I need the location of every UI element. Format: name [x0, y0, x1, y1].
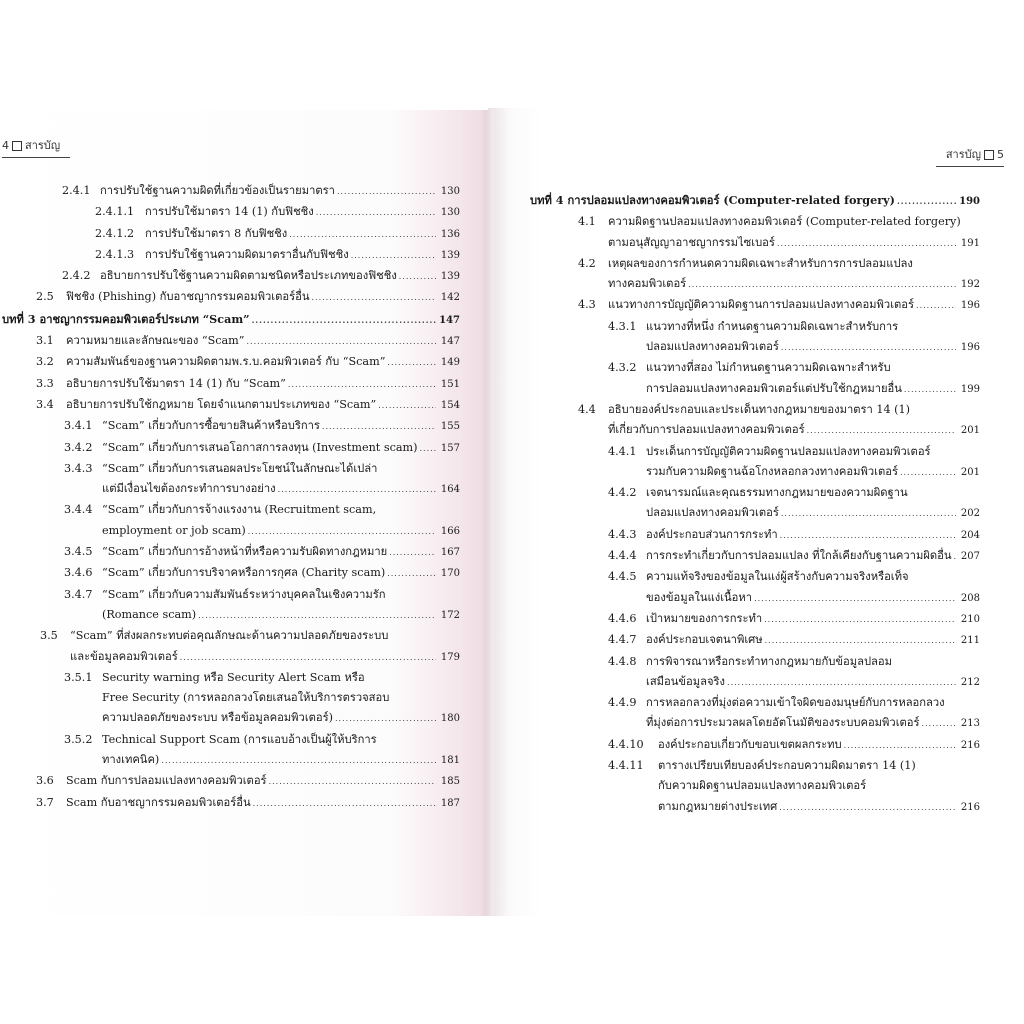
toc-entry	[0, 266, 460, 287]
toc-entry	[0, 202, 460, 223]
entry-title: การปลอมแปลงทางคอมพิวเตอร์ (Computer-related forgery)	[567, 193, 895, 207]
entry-title: “Scam” เกี่ยวกับการเสนอโอกาสการลงทุน (Investment scam)	[102, 440, 418, 454]
toc-entry	[530, 212, 980, 254]
square-bullet-icon	[984, 150, 994, 160]
entry-number: 4.4.9	[608, 696, 637, 710]
entry-title-continued: กับความผิดฐานปลอมแปลงทางคอมพิวเตอร์	[658, 779, 867, 793]
entry-title: Security warning หรือ Security Alert Scam หรือ	[102, 670, 365, 684]
entry-page-number: 166	[440, 525, 460, 537]
dot-leader	[351, 246, 436, 266]
right-page-number: 5	[997, 148, 1004, 161]
toc-entry	[530, 630, 980, 651]
entry-page-number: 167	[440, 547, 460, 559]
toc-entry	[530, 693, 980, 735]
dot-leader	[311, 288, 436, 308]
dot-leader	[198, 606, 436, 626]
entry-number: 3.4.2	[64, 440, 93, 454]
dot-leader	[269, 772, 436, 792]
entry-title: Technical Support Scam (การแอบอ้างเป็นผู้ให้บริการ	[102, 732, 377, 746]
entry-page-number: 147	[439, 314, 460, 326]
dot-leader	[252, 310, 436, 330]
entry-page-number: 192	[960, 279, 980, 291]
dot-leader	[904, 380, 956, 400]
entry-title-continued: ปลอมแปลงทางคอมพิวเตอร์	[646, 506, 779, 520]
toc-entry	[530, 483, 980, 525]
entry-title: แนวทางการบัญญัติความผิดฐานการปลอมแปลงทางคอมพิวเตอร์	[608, 298, 915, 312]
toc-entry	[530, 358, 980, 400]
entry-title: Scam กับการปลอมแปลงทางคอมพิวเตอร์	[66, 774, 267, 788]
toc-entry	[0, 793, 460, 814]
entry-title: “Scam” เกี่ยวกับการบริจาคหรือการกุศล (Charity scam)	[102, 566, 386, 580]
entry-title-continued: Free Security (การหลอกลวงโดยเสนอให้บริการตรวจสอบ	[102, 691, 390, 705]
entry-title: “Scam” ที่ส่งผลกระทบต่อคุณลักษณะด้านความปลอดภัยของระบบ	[70, 629, 389, 643]
entry-number: 4.1	[578, 215, 596, 229]
entry-page-number: 130	[440, 207, 460, 219]
dot-leader	[419, 439, 436, 459]
toc-entry	[0, 374, 460, 395]
entry-page-number: 216	[960, 801, 980, 813]
entry-page-number: 154	[440, 399, 460, 411]
toc-entry	[530, 756, 980, 818]
entry-page-number: 201	[960, 425, 980, 437]
toc-entry	[0, 395, 460, 416]
toc-entry	[530, 652, 980, 694]
dot-leader	[777, 234, 956, 254]
entry-title: “Scam” เกี่ยวกับการอ้างหน้าที่หรือความรับผิดทางกฎหมาย	[102, 545, 388, 559]
toc-entry	[530, 295, 980, 316]
entry-title: ความผิดฐานปลอมแปลงทางคอมพิวเตอร์ (Computer-related forgery)	[608, 215, 961, 229]
dot-leader	[916, 296, 956, 316]
entry-title-continued: การปลอมแปลงทางคอมพิวเตอร์แต่ปรับใช้กฎหมายอื่น	[646, 381, 902, 395]
entry-title: ความแท้จริงของข้อมูลในแง่ผู้สร้างกับความจริงหรือเท็จ	[646, 570, 909, 584]
entry-page-number: 210	[960, 613, 980, 625]
entry-page-number: 208	[960, 592, 980, 604]
entry-page-number: 191	[960, 237, 980, 249]
dot-leader	[922, 714, 956, 734]
entry-page-number: 204	[960, 529, 980, 541]
entry-page-number: 172	[440, 609, 460, 621]
dot-leader	[316, 203, 436, 223]
entry-page-number: 207	[960, 551, 980, 563]
dot-leader	[288, 375, 436, 395]
dot-leader	[688, 275, 956, 295]
entry-page-number: 190	[959, 196, 980, 207]
toc-entry	[0, 438, 460, 459]
toc-right	[530, 190, 980, 818]
toc-entry	[0, 352, 460, 373]
entry-number: 2.4.1.3	[95, 247, 135, 261]
entry-page-number: 199	[960, 383, 980, 395]
dot-leader	[387, 353, 436, 373]
entry-number: 3.5.1	[64, 670, 93, 684]
entry-title: “Scam” เกี่ยวกับการซื้อขายสินค้าหรือบริการ	[102, 419, 320, 433]
entry-number: 4.4.7	[608, 633, 637, 647]
toc-entry	[530, 609, 980, 630]
entry-title: องค์ประกอบส่วนการกระทำ	[646, 527, 778, 541]
toc-entry	[0, 224, 460, 245]
dot-leader	[389, 543, 436, 563]
dot-leader	[322, 417, 436, 437]
entry-title: “Scam” เกี่ยวกับการจ้างแรงงาน (Recruitment scam,	[102, 503, 377, 517]
entry-title: แนวทางที่สอง ไม่กำหนดฐานความผิดเฉพาะสำหรับ	[646, 361, 891, 375]
dot-leader	[844, 736, 956, 756]
entry-number: 3.4.7	[64, 587, 93, 601]
dot-leader	[765, 631, 956, 651]
toc-entry	[0, 730, 460, 772]
dot-leader	[337, 182, 436, 202]
entry-number: 2.4.2	[62, 269, 91, 283]
entry-title: ประเด็นการบัญญัติความผิดฐานปลอมแปลงทางคอมพิวเตอร์	[646, 444, 931, 458]
entry-page-number: 212	[960, 676, 980, 688]
entry-number: 3.7	[36, 795, 54, 809]
square-bullet-icon	[12, 141, 22, 151]
entry-title: ความสัมพันธ์ของฐานความผิดตามพ.ร.บ.คอมพิวเตอร์ กับ “Scam”	[66, 355, 386, 369]
entry-title-continued: แต่มีเงื่อนไขต้องกระทำการบางอย่าง	[102, 482, 276, 496]
dot-leader	[378, 396, 436, 416]
toc-entry	[0, 668, 460, 730]
toc-left	[0, 181, 460, 814]
entry-title-continued: employment or job scam)	[102, 523, 246, 537]
entry-page-number: 149	[440, 357, 460, 369]
dot-leader	[278, 480, 436, 500]
entry-number: 3.5.2	[64, 732, 93, 746]
dot-leader	[954, 547, 956, 567]
entry-number: 3.4	[36, 397, 54, 411]
entry-title: อธิบายองค์ประกอบและประเด็นทางกฎหมายของมาตรา 14 (1)	[608, 402, 911, 416]
entry-number: 4.3.1	[608, 319, 637, 333]
dot-leader	[180, 648, 436, 668]
entry-number: 3.4.6	[64, 566, 93, 580]
entry-title: ตารางเปรียบเทียบองค์ประกอบความผิดมาตรา 14 (1)	[658, 759, 916, 773]
entry-page-number: 157	[440, 442, 460, 454]
dot-leader	[253, 794, 436, 814]
entry-title-continued: เสมือนข้อมูลจริง	[646, 674, 726, 688]
toc-entry	[0, 459, 460, 501]
entry-number: 4.4.4	[608, 549, 637, 563]
entry-title: องค์ประกอบเกี่ยวกับขอบเขตผลกระทบ	[658, 737, 842, 751]
entry-title: การพิจารณาหรือกระทำทางกฎหมายกับข้อมูลปลอม	[646, 654, 893, 668]
entry-title: องค์ประกอบเจตนาพิเศษ	[646, 633, 763, 647]
entry-page-number: 170	[440, 568, 460, 580]
entry-title: ฟิชชิง (Phishing) กับอาชญากรรมคอมพิวเตอร์อื่น	[66, 290, 310, 304]
book-gutter	[478, 110, 494, 916]
entry-title: เหตุผลของการกำหนดความผิดเฉพาะสำหรับการการปลอมแปลง	[608, 256, 913, 270]
toc-entry	[530, 735, 980, 756]
dot-leader	[335, 709, 436, 729]
dot-leader	[387, 564, 436, 584]
entry-page-number: 216	[960, 739, 980, 751]
entry-number: 4.4	[578, 402, 596, 416]
entry-page-number: 142	[440, 292, 460, 304]
entry-page-number: 180	[440, 713, 460, 725]
entry-page-number: 164	[440, 484, 460, 496]
entry-number: 3.4.4	[64, 503, 93, 517]
entry-number: 4.4.5	[608, 570, 637, 584]
toc-entry	[530, 254, 980, 296]
entry-title: เป้าหมายของการกระทำ	[646, 611, 763, 625]
entry-title: “Scam” เกี่ยวกับความสัมพันธ์ระหว่างบุคคลในเชิงความรัก	[102, 587, 386, 601]
entry-page-number: 136	[440, 228, 460, 240]
toc-entry	[530, 567, 980, 609]
right-page-header	[936, 145, 1004, 167]
entry-page-number: 202	[960, 508, 980, 520]
entry-page-number: 155	[440, 421, 460, 433]
entry-title: การกระทำเกี่ยวกับการปลอมแปลง ที่ใกล้เคียงกับฐานความผิดอื่น	[646, 549, 952, 563]
toc-entry	[0, 181, 460, 202]
entry-page-number: 211	[960, 635, 980, 647]
dot-leader	[399, 267, 436, 287]
entry-title-continued: ตามกฎหมายต่างประเทศ	[658, 799, 778, 813]
entry-page-number: 185	[440, 776, 460, 788]
left-page-number: 4	[2, 139, 9, 152]
dot-leader	[900, 463, 956, 483]
dot-leader	[161, 751, 436, 771]
entry-title-continued: ความปลอดภัยของระบบ หรือข้อมูลคอมพิวเตอร์)	[102, 711, 334, 725]
dot-leader	[754, 589, 956, 609]
toc-entry	[0, 331, 460, 352]
entry-page-number: 201	[960, 466, 980, 478]
entry-number: 4.4.11	[608, 759, 644, 773]
dot-leader	[779, 798, 956, 818]
entry-page-number: 130	[440, 186, 460, 197]
dot-leader	[289, 225, 436, 245]
left-header-title: สารบัญ	[25, 139, 61, 152]
entry-number: 3.5	[40, 629, 58, 643]
toc-entry	[0, 626, 460, 668]
toc-entry	[530, 442, 980, 484]
toc-entry	[0, 416, 460, 437]
toc-entry	[0, 500, 460, 542]
toc-entry	[0, 563, 460, 584]
entry-number: 4.3.2	[608, 361, 637, 375]
entry-number: 3.4.3	[64, 461, 93, 475]
entry-number: 3.4.1	[64, 419, 93, 433]
toc-entry	[530, 525, 980, 546]
toc-entry	[0, 245, 460, 266]
entry-number: 2.4.1	[62, 184, 91, 197]
entry-title: ความหมายและลักษณะของ “Scam”	[66, 334, 245, 348]
toc-entry	[0, 542, 460, 563]
toc-entry	[530, 546, 980, 567]
entry-title-continued: ปลอมแปลงทางคอมพิวเตอร์	[646, 340, 779, 354]
entry-title: การปรับใช้ฐานความผิดมาตราอื่นกับฟิชชิง	[145, 247, 349, 261]
dot-leader	[781, 338, 956, 358]
toc-entry	[530, 190, 980, 212]
entry-title-continued: ตามอนุสัญญาอาชญากรรมไซเบอร์	[608, 235, 775, 249]
dot-leader	[807, 421, 956, 441]
entry-title-continued: ที่เกี่ยวกับการปลอมแปลงทางคอมพิวเตอร์	[608, 423, 805, 437]
dot-leader	[781, 504, 956, 524]
entry-title-continued: และข้อมูลคอมพิวเตอร์	[70, 649, 178, 663]
entry-title: อธิบายการปรับใช้กฎหมาย โดยจำแนกตามประเภทของ “Scam”	[66, 397, 377, 411]
entry-page-number: 196	[960, 300, 980, 312]
entry-number: 3.3	[36, 376, 54, 390]
toc-entry	[0, 309, 460, 331]
entry-title: Scam กับอาชญากรรมคอมพิวเตอร์อื่น	[66, 795, 251, 809]
entry-number: 3.4.5	[64, 545, 93, 559]
entry-title-continued: ทางคอมพิวเตอร์	[608, 277, 687, 291]
entry-page-number: 139	[440, 271, 460, 283]
entry-title: อาชญากรรมคอมพิวเตอร์ประเภท “Scam”	[39, 311, 250, 326]
entry-title-continued: ทางเทคนิค)	[102, 753, 160, 767]
entry-number: 4.4.10	[608, 737, 644, 751]
entry-title: อธิบายการปรับใช้มาตรา 14 (1) กับ “Scam”	[66, 376, 286, 390]
entry-number: 3.1	[36, 334, 54, 348]
entry-page-number: 181	[440, 755, 460, 767]
entry-number: 3.6	[36, 774, 54, 788]
dot-leader	[780, 526, 956, 546]
entry-number: 2.5	[36, 290, 54, 304]
dot-leader	[897, 191, 956, 211]
entry-title: แนวทางที่หนึ่ง กำหนดฐานความผิดเฉพาะสำหรับการ	[646, 319, 899, 333]
entry-title-continued: ที่มุ่งต่อการประมวลผลโดยอัตโนมัติของระบบคอมพิวเตอร์	[646, 716, 920, 730]
dot-leader	[247, 332, 436, 352]
toc-entry	[0, 585, 460, 627]
entry-number: 4.3	[578, 298, 596, 312]
entry-title-continued: (Romance scam)	[102, 607, 197, 621]
entry-title-continued: รวมกับความผิดฐานฉ้อโกงหลอกลวงทางคอมพิวเตอร์	[646, 464, 898, 478]
toc-entry	[0, 287, 460, 308]
entry-title: การปรับใช้มาตรา 14 (1) กับฟิชชิง	[145, 205, 314, 219]
entry-title-continued: ของข้อมูลในแง่เนื้อหา	[646, 590, 753, 604]
entry-number: 4.4.1	[608, 444, 637, 458]
entry-number: 4.4.6	[608, 611, 637, 625]
dot-leader	[727, 673, 956, 693]
dot-leader	[248, 522, 436, 542]
entry-number: 4.4.8	[608, 654, 637, 668]
entry-number: 4.2	[578, 256, 596, 270]
entry-page-number: 147	[440, 336, 460, 348]
entry-page-number: 196	[960, 342, 980, 354]
entry-number: 4.4.2	[608, 486, 637, 500]
entry-page-number: 187	[440, 797, 460, 809]
toc-entry	[530, 317, 980, 359]
entry-number: บทที่ 3	[2, 311, 36, 326]
entry-title: อธิบายการปรับใช้ฐานความผิดตามชนิดหรือประเภทของฟิชชิง	[100, 269, 397, 283]
dot-leader	[764, 610, 956, 630]
entry-title: การปรับใช้ฐานความผิดที่เกี่ยวข้องเป็นรายมาตรา	[100, 184, 335, 197]
entry-page-number: 139	[440, 249, 460, 261]
entry-title: การปรับใช้มาตรา 8 กับฟิชชิง	[145, 226, 288, 240]
entry-number: 2.4.1.1	[95, 205, 135, 219]
entry-number: 2.4.1.2	[95, 226, 135, 240]
entry-page-number: 151	[440, 378, 460, 390]
entry-title: เจตนารมณ์และคุณธรรมทางกฎหมายของความผิดฐาน	[646, 486, 908, 500]
entry-title: “Scam” เกี่ยวกับการเสนอผลประโยชน์ในลักษณะได้เปล่า	[102, 461, 378, 475]
entry-page-number: 213	[960, 718, 980, 730]
entry-number: บทที่ 4	[530, 193, 564, 207]
entry-number: 3.2	[36, 355, 54, 369]
toc-entry	[0, 771, 460, 792]
left-page-header	[2, 136, 70, 158]
entry-page-number: 179	[440, 651, 460, 663]
entry-title: การหลอกลวงที่มุ่งต่อความเข้าใจผิดของมนุษย์กับการหลอกลวง	[646, 696, 945, 710]
toc-entry	[530, 400, 980, 442]
entry-number: 4.4.3	[608, 527, 637, 541]
right-header-title: สารบัญ	[945, 148, 981, 161]
